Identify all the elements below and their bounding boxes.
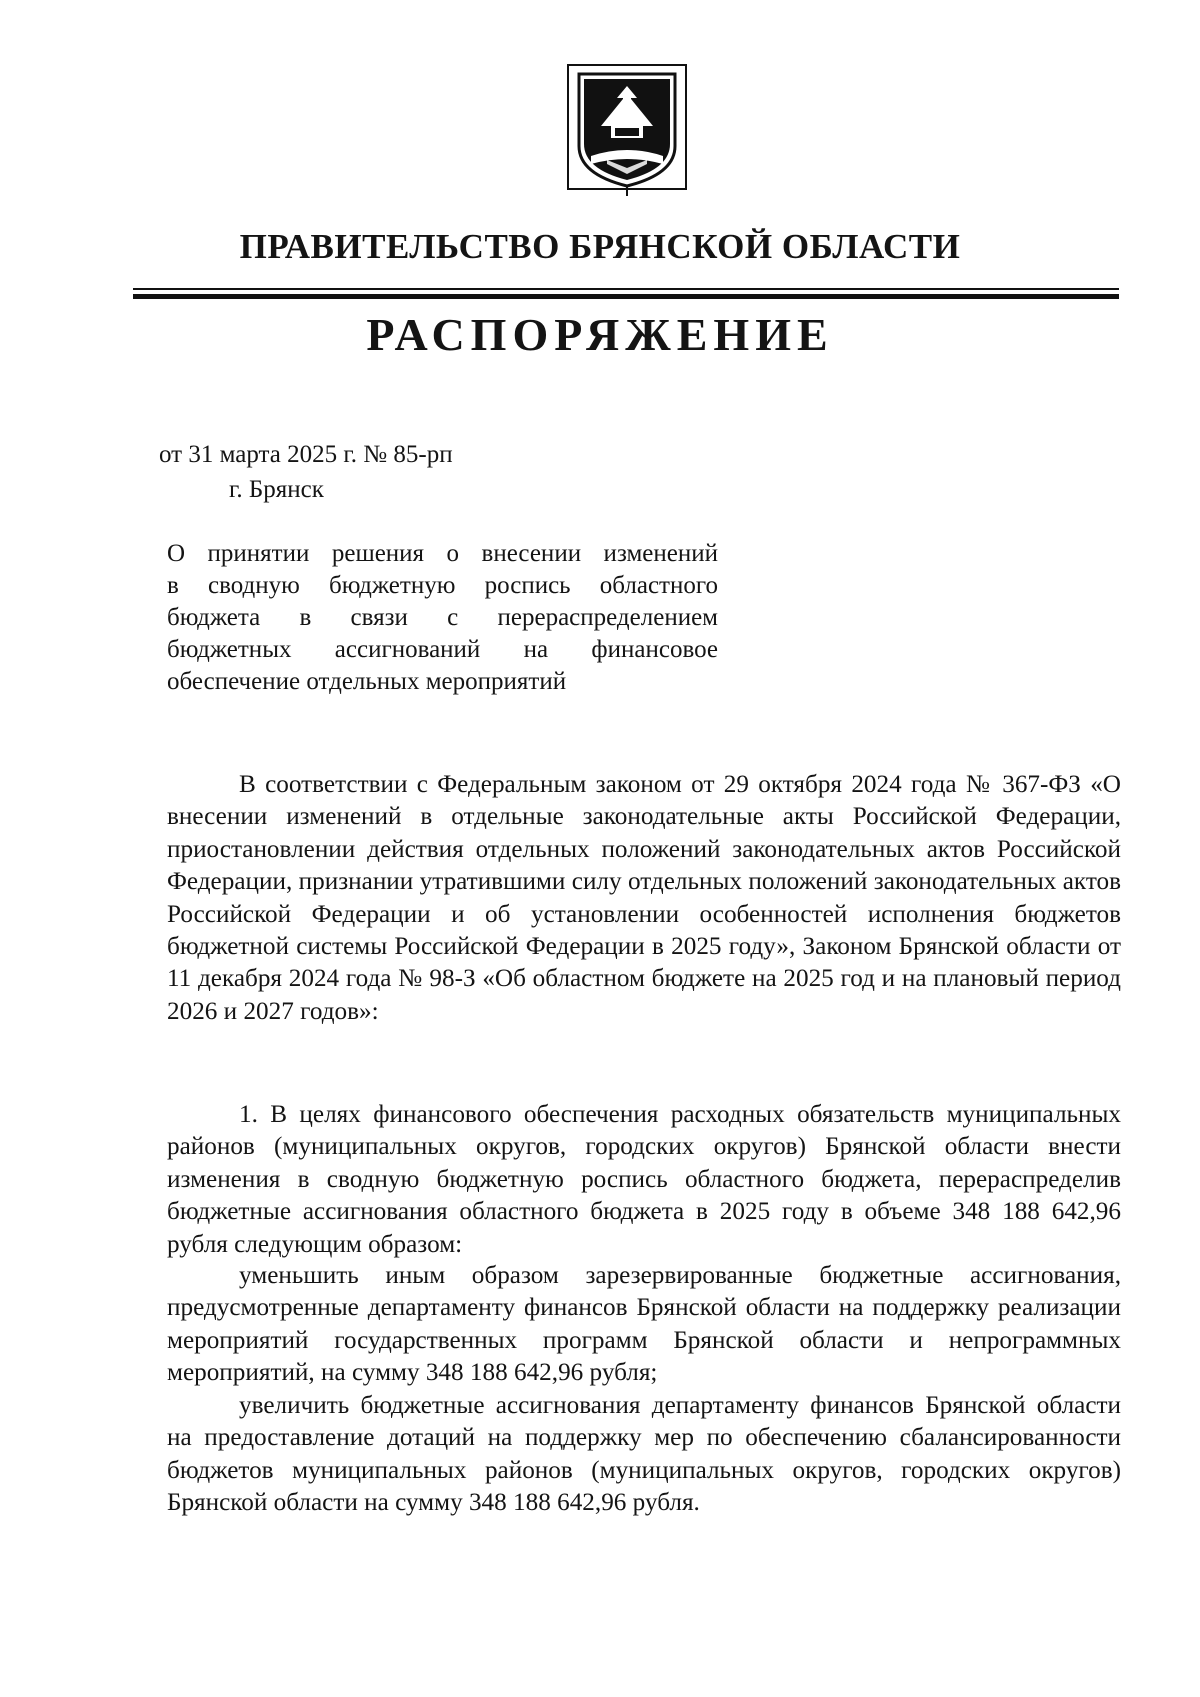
body-preamble-block bbox=[167, 769, 1121, 1028]
document-subject bbox=[167, 538, 718, 698]
header-divider-thin bbox=[133, 288, 1119, 290]
document-date-number: от 31 марта 2025 г. № 85-рп bbox=[159, 441, 453, 468]
body-item-1-block bbox=[167, 1099, 1121, 1261]
subject-line: бюджета в связи с перераспределением bbox=[167, 604, 718, 631]
document-type-title: РАСПОРЯЖЕНИЕ bbox=[366, 309, 834, 360]
subject-line: обеспечение отдельных мероприятий bbox=[167, 668, 567, 695]
document-city: г. Брянск bbox=[229, 476, 324, 503]
subject-line: бюджетных ассигнований на финансовое bbox=[167, 636, 718, 663]
body-item-1: 1. В целях финансового обеспечения расходных обязательств муниципальных районов (муниципальных округов, городских округов) Брянской области внести изменения в сводную бюджетную роспись областного бюджета, перераспределив бюджетные ассигнования областного бюджета в 2025 году в объеме 348 188 642,96 рубля следующим образом: bbox=[167, 1101, 1121, 1258]
body-item-1-increase: увеличить бюджетные ассигнования департаменту финансов Брянской области на предоставление дотаций на поддержку мер по обеспечению сбалансированности бюджетов муниципальных районов (муниципальных округов, городских округов) Брянской области на сумму 348 188 642,96 рубля. bbox=[167, 1392, 1121, 1517]
organization-name: ПРАВИТЕЛЬСТВО БРЯНСКОЙ ОБЛАСТИ bbox=[239, 227, 961, 266]
subject-line: О принятии решения о внесении изменений bbox=[167, 540, 718, 567]
body-item-1-decrease: уменьшить иным образом зарезервированные бюджетные ассигнования, предусмотренные департаменту финансов Брянской области на поддержку реализации мероприятий государственных программ Брянской области и непрограммных мероприятий, на сумму 348 188 642,96 рубля; bbox=[167, 1262, 1121, 1387]
body-item-1-decrease-block bbox=[167, 1260, 1121, 1390]
bryansk-coat-of-arms-icon bbox=[567, 64, 687, 204]
coat-of-arms-emblem bbox=[567, 64, 687, 204]
body-item-1-increase-block bbox=[167, 1390, 1121, 1520]
subject-line: в сводную бюджетную роспись областного bbox=[167, 572, 718, 599]
header-divider-thick bbox=[133, 294, 1119, 299]
body-preamble: В соответствии с Федеральным законом от 29 октября 2024 года № 367-ФЗ «О внесении изменений в отдельные законодательные акты Российской Федерации, приостановлении действия отдельных положений законодательных актов Российской Федерации, признании утратившими силу отдельных положений законодательных актов Российской Федерации и об установлении особенностей исполнения бюджетов бюджетной системы Российской Федерации в 2025 году», Законом Брянской области от 11 декабря 2024 года № 98-З «Об областном бюджете на 2025 год и на плановый период 2026 и 2027 годов»: bbox=[167, 771, 1121, 1025]
